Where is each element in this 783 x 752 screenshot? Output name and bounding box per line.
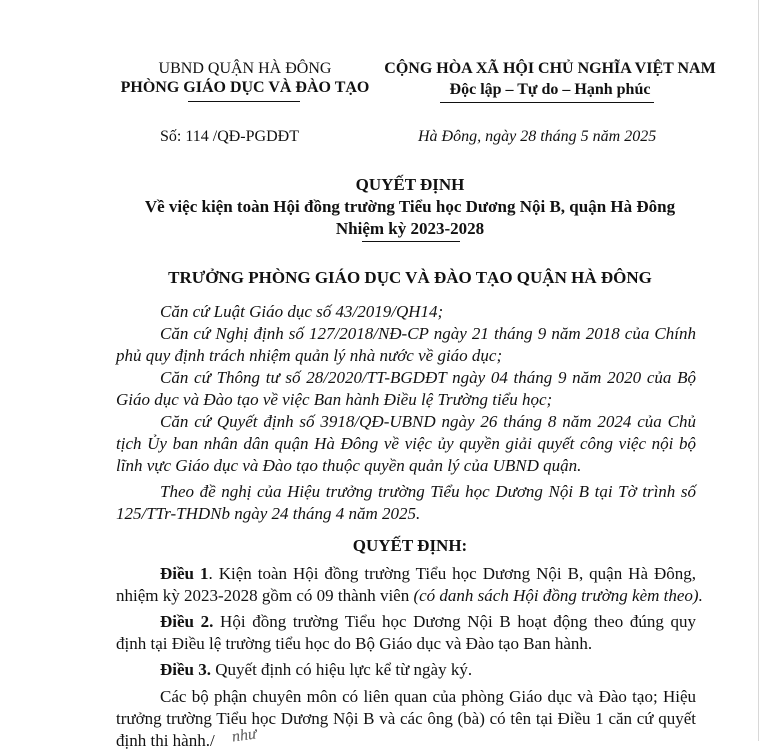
basis-decision-line1: Căn cứ Quyết định số 3918/QĐ-UBND ngày 26 tháng 8 năm 2024 của Chủ xyxy=(160,412,696,431)
article-1-line2 xyxy=(116,585,703,607)
article-3-line1 xyxy=(160,659,696,681)
article-3-label: Điều 3. xyxy=(160,660,211,679)
article-1-label: Điều 1 xyxy=(160,564,209,583)
handwritten-mark: như xyxy=(230,725,258,746)
agency-name: UBND QUẬN HÀ ĐÔNG xyxy=(158,60,332,77)
national-motto: Độc lập – Tự do – Hạnh phúc xyxy=(449,81,651,98)
proposal-line2: 125/TTr-THDNb ngày 24 tháng 4 năm 2025. xyxy=(116,504,421,523)
basis-circular-line2: Giáo dục và Đào tạo về việc Ban hành Điều lệ Trường tiểu học; xyxy=(116,390,553,409)
decides-heading: QUYẾT ĐỊNH: xyxy=(352,536,468,555)
subject-underline xyxy=(362,241,460,242)
page-edge xyxy=(758,0,759,741)
document-number: Số: 114 /QĐ-PGDĐT xyxy=(160,128,299,145)
execution-line3: định thi hành./ xyxy=(116,731,215,750)
article-3-text: Quyết định có hiệu lực kể từ ngày ký. xyxy=(211,660,473,679)
article-1-note: (có danh sách Hội đồng trường kèm theo). xyxy=(413,586,703,605)
issuing-authority: TRƯỞNG PHÒNG GIÁO DỤC VÀ ĐÀO TẠO QUẬN HÀ ĐÔNG xyxy=(168,268,652,287)
basis-decision-line2: tịch Ủy ban nhân dân quận Hà Đông về việc ủy quyền giải quyết công việc nội bộ xyxy=(116,434,696,453)
decision-subject-line2: Nhiệm kỳ 2023-2028 xyxy=(335,219,485,238)
proposal-line1: Theo đề nghị của Hiệu trưởng trường Tiểu học Dương Nội B tại Tờ trình số xyxy=(160,482,696,501)
place-date: Hà Đông, ngày 28 tháng 5 năm 2025 xyxy=(418,128,657,145)
article-1-line1 xyxy=(160,563,696,585)
article-1-text: . Kiện toàn Hội đồng trường Tiểu học Dương Nội B, quận Hà Đông, xyxy=(208,564,697,583)
decision-title: QUYẾT ĐỊNH xyxy=(355,175,465,194)
article-2-line1 xyxy=(160,611,696,633)
basis-law: Căn cứ Luật Giáo dục số 43/2019/QH14; xyxy=(160,302,444,321)
basis-decree-line1: Căn cứ Nghị định số 127/2018/NĐ-CP ngày 21 tháng 9 năm 2018 của Chính xyxy=(160,324,696,343)
basis-circular-line1: Căn cứ Thông tư số 28/2020/TT-BGDĐT ngày 04 tháng 9 năm 2020 của Bộ xyxy=(160,368,696,387)
department-underline xyxy=(188,101,300,102)
execution-line1: Các bộ phận chuyên môn có liên quan của phòng Giáo dục và Đào tạo; Hiệu xyxy=(160,687,696,706)
article-2-text: Hội đồng trường Tiểu học Dương Nội B hoạt động theo đúng quy xyxy=(213,612,697,631)
decision-subject-line1: Về việc kiện toàn Hội đồng trường Tiểu học Dương Nội B, quận Hà Đông xyxy=(144,197,676,216)
basis-decision-line3: lĩnh vực Giáo dục và Đào tạo thuộc quyền quản lý của UBND quận. xyxy=(116,456,582,475)
article-2-line2: định tại Điều lệ trường tiểu học do Bộ Giáo dục và Đào tạo Ban hành. xyxy=(116,634,593,653)
country-name: CỘNG HÒA XÃ HỘI CHỦ NGHĨA VIỆT NAM xyxy=(384,60,716,77)
execution-line2: trưởng trường Tiểu học Dương Nội B và các ông (bà) có tên tại Điều 1 căn cứ quyết xyxy=(116,709,696,728)
basis-decree-line2: phủ quy định trách nhiệm quản lý nhà nước về giáo dục; xyxy=(116,346,503,365)
article-2-label: Điều 2. xyxy=(160,612,214,631)
department-name: PHÒNG GIÁO DỤC VÀ ĐÀO TẠO xyxy=(120,79,370,96)
article-1-members: nhiệm kỳ 2023-2028 gồm có 09 thành viên xyxy=(116,586,414,605)
motto-underline xyxy=(440,102,654,103)
